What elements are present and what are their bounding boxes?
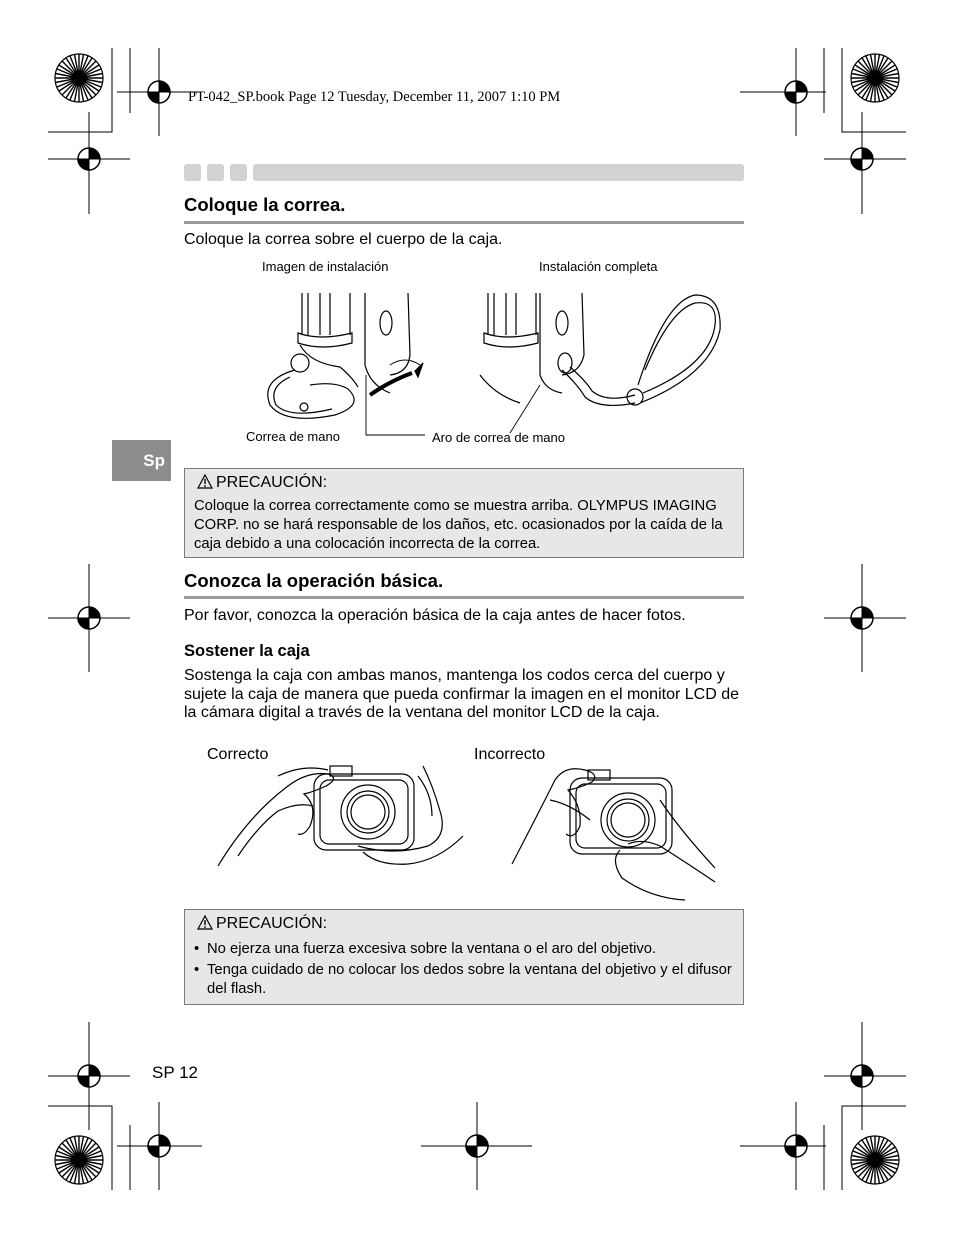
caution-title: PRECAUCIÓN: — [197, 474, 327, 492]
figure-label-complete: Instalación completa — [539, 259, 658, 274]
label-incorrect: Incorrecto — [474, 746, 546, 763]
caution-title: PRECAUCIÓN: — [197, 915, 327, 933]
callout-hand-strap: Correa de mano — [246, 429, 340, 444]
section-intro: Coloque la correa sobre el cuerpo de la caja. — [184, 231, 503, 248]
language-tab: Sp — [112, 440, 171, 481]
callout-strap-ring: Aro de correa de mano — [432, 430, 565, 445]
print-header: PT-042_SP.book Page 12 Tuesday, December 11, 2007 1:10 PM — [188, 89, 561, 105]
section-heading-basic-operation: Conozca la operación básica. — [184, 570, 444, 591]
label-correct: Correcto — [207, 746, 269, 763]
caution-item: • No ejerza una fuerza excesiva sobre la ventana o el aro del objetivo. — [194, 940, 734, 959]
hold-case-body: Sostenga la caja con ambas manos, mantenga los codos cerca del cuerpo y sujete la caja de manera que pueda confirmar la imagen en el monitor LCD de la cámara digital a través de la ventana del monitor LCD de la caja. — [184, 667, 739, 721]
figure-label-installation: Imagen de instalación — [262, 259, 389, 274]
subheading-hold-case: Sostener la caja — [184, 642, 310, 660]
page-number: SP 12 — [152, 1063, 199, 1082]
caution-text: Coloque la correa correctamente como se muestra arriba. OLYMPUS IMAGING CORP. no se hará responsable de los daños, etc. ocasionados por la caída de la caja debido a una colocación incorrecta de la correa. — [194, 498, 723, 552]
caution-item: • Tenga cuidado de no colocar los dedos sobre la ventana del objetivo y el difusor del flash. — [194, 961, 734, 999]
section-heading-attach-strap: Coloque la correa. — [184, 194, 346, 215]
section-intro: Por favor, conozca la operación básica de la caja antes de hacer fotos. — [184, 607, 686, 624]
